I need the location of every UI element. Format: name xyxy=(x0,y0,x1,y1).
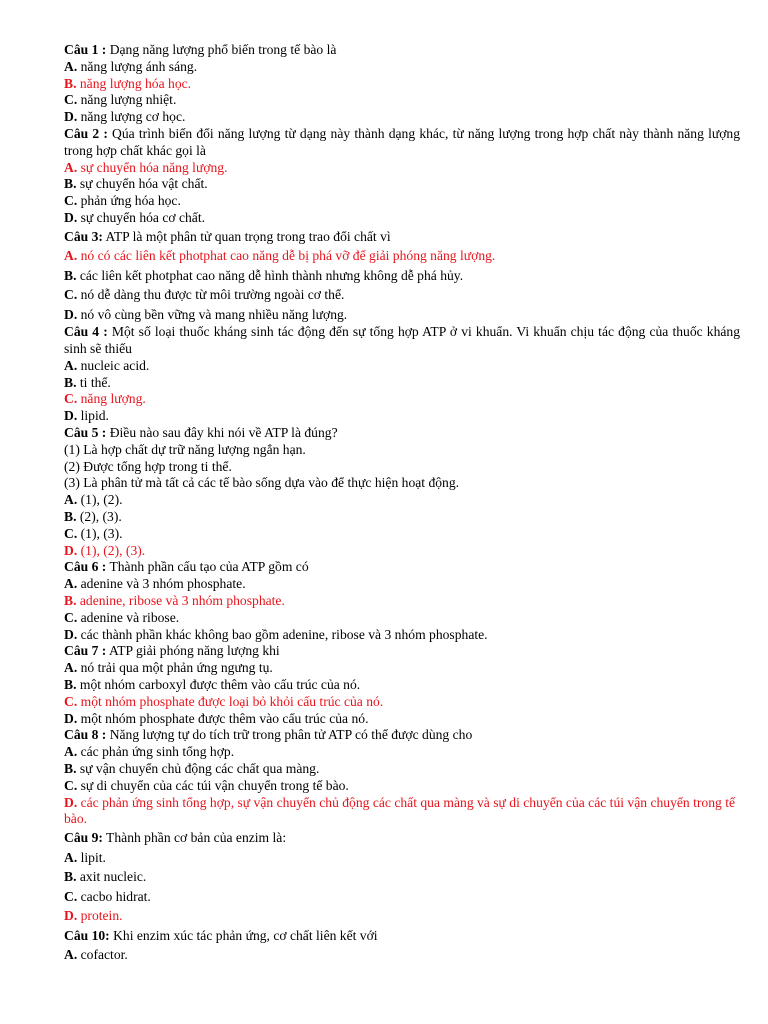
question-label: Câu 1 : xyxy=(64,42,107,57)
statement: (2) Được tổng hợp trong ti thể. xyxy=(64,458,232,474)
option-key: B. xyxy=(64,267,77,283)
option-key: A. xyxy=(64,576,78,592)
answer-option xyxy=(64,744,740,761)
question-4 xyxy=(64,324,740,425)
question-label: Câu 3: xyxy=(64,228,103,244)
option-text: một nhóm carboxyl được thêm vào cấu trúc của nó. xyxy=(76,677,361,692)
option-key: D. xyxy=(64,626,78,642)
question-stem xyxy=(64,42,740,59)
option-text: cacbo hidrat. xyxy=(77,888,151,904)
answer-option xyxy=(64,526,740,543)
option-key: B. xyxy=(64,677,77,692)
answer-option xyxy=(64,285,740,305)
option-key: D. xyxy=(64,794,78,810)
option-key: A. xyxy=(64,492,78,508)
option-key: A. xyxy=(64,159,78,175)
question-text: Khi enzim xúc tác phản ứng, cơ chất liên kết với xyxy=(109,927,378,943)
option-key: C. xyxy=(64,391,78,407)
option-text: (1), (2), (3). xyxy=(77,542,146,558)
option-text: nó vô cùng bền vững và mang nhiều năng lượng. xyxy=(77,306,348,322)
option-key: C. xyxy=(64,777,78,793)
question-7 xyxy=(64,643,740,727)
answer-option xyxy=(64,945,740,965)
option-key: D. xyxy=(64,542,78,558)
statement: (1) Là hợp chất dự trữ năng lượng ngắn hạn. xyxy=(64,441,306,457)
answer-option xyxy=(64,266,740,286)
option-text: sự chuyển hóa năng lượng. xyxy=(77,159,228,175)
option-key: A. xyxy=(64,744,78,760)
answer-option xyxy=(64,711,740,728)
answer-option xyxy=(64,109,740,126)
answer-option xyxy=(64,375,740,392)
question-stem xyxy=(64,926,740,946)
option-text: các thành phần khác không bao gồm adenine, ribose và 3 nhóm phosphate. xyxy=(77,626,488,642)
option-text: một nhóm phosphate được thêm vào cấu trúc của nó. xyxy=(77,710,369,726)
option-key: B. xyxy=(64,509,77,525)
option-key: D. xyxy=(64,306,78,322)
answer-option xyxy=(64,176,740,193)
option-text: (1), (2). xyxy=(77,492,123,508)
question-8 xyxy=(64,727,740,828)
answer-option xyxy=(64,210,740,227)
answer-option xyxy=(64,358,740,375)
question-stem xyxy=(64,126,740,160)
option-key: A. xyxy=(64,357,78,373)
option-text: sự vận chuyển chủ động các chất qua màng. xyxy=(76,760,320,776)
option-key: C. xyxy=(64,193,78,209)
option-text: adenine, ribose và 3 nhóm phosphate. xyxy=(76,593,285,609)
option-key: C. xyxy=(64,287,78,303)
question-label: Câu 9: xyxy=(64,830,103,846)
answer-option xyxy=(64,677,740,694)
option-key: D. xyxy=(64,209,78,225)
option-text: năng lượng nhiệt. xyxy=(77,92,177,108)
statement: (3) Là phân tử mà tất cả các tế bào sống dựa vào để thực hiện hoạt động. xyxy=(64,475,460,491)
option-text: phản ứng hóa học. xyxy=(77,193,181,209)
question-label: Câu 10: xyxy=(64,927,110,943)
answer-option xyxy=(64,848,740,868)
question-stem xyxy=(64,727,740,744)
answer-option xyxy=(64,627,740,644)
answer-option xyxy=(64,492,740,509)
option-text: các phản ứng sinh tổng hợp, sự vận chuyển chủ động các chất qua màng và sự di chuyển của các túi vận chuyển trong tế bào. xyxy=(64,794,736,827)
option-text: nucleic acid. xyxy=(77,357,150,373)
option-key: B. xyxy=(64,75,77,91)
question-text: Qúa trình biến đổi năng lượng từ dạng này thành dạng khác, từ năng lượng trong hợp chất này thành năng lượng trong hợp chất khác gọi là xyxy=(64,125,741,158)
option-text: adenine và 3 nhóm phosphate. xyxy=(77,576,246,592)
question-1 xyxy=(64,42,740,126)
question-label: Câu 4 : xyxy=(64,324,108,340)
option-text: axit nucleic. xyxy=(76,869,147,885)
option-text: năng lượng cơ học. xyxy=(77,109,186,125)
answer-option xyxy=(64,59,740,76)
option-key: D. xyxy=(64,408,78,424)
option-key: C. xyxy=(64,693,78,709)
question-label: Câu 2 : xyxy=(64,125,108,141)
option-key: B. xyxy=(64,593,77,609)
option-key: B. xyxy=(64,869,77,885)
option-text: (1), (3). xyxy=(77,525,123,541)
answer-option xyxy=(64,305,740,325)
option-text: năng lượng hóa học. xyxy=(76,75,192,91)
option-text: sự di chuyển của các túi vận chuyển trong tế bào. xyxy=(77,777,349,793)
option-text: năng lượng. xyxy=(77,391,146,407)
question-text: ATP giải phóng năng lượng khi xyxy=(106,643,280,659)
option-text: adenine và ribose. xyxy=(77,609,180,625)
question-text: Thành phần cơ bản của enzim là: xyxy=(102,830,287,846)
answer-option-correct xyxy=(64,795,740,829)
question-stem xyxy=(64,425,740,442)
option-key: B. xyxy=(64,176,77,192)
answer-option-correct xyxy=(64,593,740,610)
option-key: D. xyxy=(64,710,78,726)
question-5 xyxy=(64,425,740,559)
option-text: lipid. xyxy=(77,408,109,424)
option-key: A. xyxy=(64,660,78,676)
question-stem xyxy=(64,324,740,358)
answer-option xyxy=(64,92,740,109)
question-text: Điều nào sau đây khi nói về ATP là đúng? xyxy=(106,425,338,441)
option-key: B. xyxy=(64,374,77,390)
answer-option xyxy=(64,660,740,677)
question-label: Câu 6 : xyxy=(64,559,107,575)
answer-option-correct xyxy=(64,906,740,926)
answer-option-correct xyxy=(64,246,740,266)
option-text: các liên kết photphat cao năng dễ hình thành nhưng không dễ phá hủy. xyxy=(76,267,464,283)
question-6 xyxy=(64,559,740,643)
option-key: D. xyxy=(64,908,78,924)
answer-option xyxy=(64,867,740,887)
question-label: Câu 8 : xyxy=(64,727,107,743)
option-key: D. xyxy=(64,109,78,125)
answer-option-correct xyxy=(64,543,740,560)
answer-option xyxy=(64,887,740,907)
option-key: A. xyxy=(64,58,78,74)
answer-option xyxy=(64,761,740,778)
answer-option xyxy=(64,509,740,526)
option-key: C. xyxy=(64,525,78,541)
question-stem xyxy=(64,227,740,247)
option-text: năng lượng ánh sáng. xyxy=(77,58,198,74)
answer-option xyxy=(64,193,740,210)
option-key: C. xyxy=(64,888,78,904)
question-label: Câu 7 : xyxy=(64,643,107,659)
option-text: các phản ứng sinh tổng hợp. xyxy=(77,744,235,760)
question-stem xyxy=(64,828,740,848)
question-stem xyxy=(64,643,740,660)
answer-option-correct xyxy=(64,160,740,177)
answer-option xyxy=(64,610,740,627)
option-text: (2), (3). xyxy=(76,509,122,525)
question-text: Thành phần cấu tạo của ATP gồm có xyxy=(106,559,309,575)
question-text: Dạng năng lượng phổ biến trong tế bào là xyxy=(106,42,337,57)
answer-option xyxy=(64,778,740,795)
option-text: nó dễ dàng thu được từ môi trường ngoài cơ thể. xyxy=(77,287,345,303)
option-text: ti thể. xyxy=(76,374,111,390)
answer-option xyxy=(64,408,740,425)
question-label: Câu 5 : xyxy=(64,425,107,441)
question-10 xyxy=(64,926,740,965)
option-key: B. xyxy=(64,760,77,776)
option-text: protein. xyxy=(77,908,123,924)
option-key: A. xyxy=(64,947,78,963)
option-text: sự chuyển hóa vật chất. xyxy=(76,176,208,192)
answer-option xyxy=(64,576,740,593)
question-stem xyxy=(64,559,740,576)
question-2 xyxy=(64,126,740,227)
question-text: ATP là một phân tử quan trọng trong trao đổi chất vì xyxy=(102,228,391,244)
question-3 xyxy=(64,227,740,325)
option-text: một nhóm phosphate được loại bỏ khỏi cấu trúc của nó. xyxy=(77,693,384,709)
option-key: A. xyxy=(64,248,78,264)
option-text: nó có các liên kết photphat cao năng dễ bị phá vỡ để giải phóng năng lượng. xyxy=(77,248,496,264)
question-text: Một số loại thuốc kháng sinh tác động đến sự tổng hợp ATP ở vi khuẩn. Vi khuẩn chịu tác động của thuốc kháng sinh sẽ thiếu xyxy=(64,324,740,357)
option-key: A. xyxy=(64,849,78,865)
option-text: cofactor. xyxy=(77,947,128,963)
option-key: C. xyxy=(64,609,78,625)
option-text: nó trải qua một phản ứng ngưng tụ. xyxy=(77,660,273,676)
answer-option-correct xyxy=(64,391,740,408)
question-text: Năng lượng tự do tích trữ trong phân tử ATP có thể được dùng cho xyxy=(106,727,473,743)
option-text: sự chuyển hóa cơ chất. xyxy=(77,209,206,225)
answer-option-correct xyxy=(64,76,740,93)
option-text: lipit. xyxy=(77,849,106,865)
answer-option-correct xyxy=(64,694,740,711)
question-9 xyxy=(64,828,740,926)
option-key: C. xyxy=(64,92,78,108)
